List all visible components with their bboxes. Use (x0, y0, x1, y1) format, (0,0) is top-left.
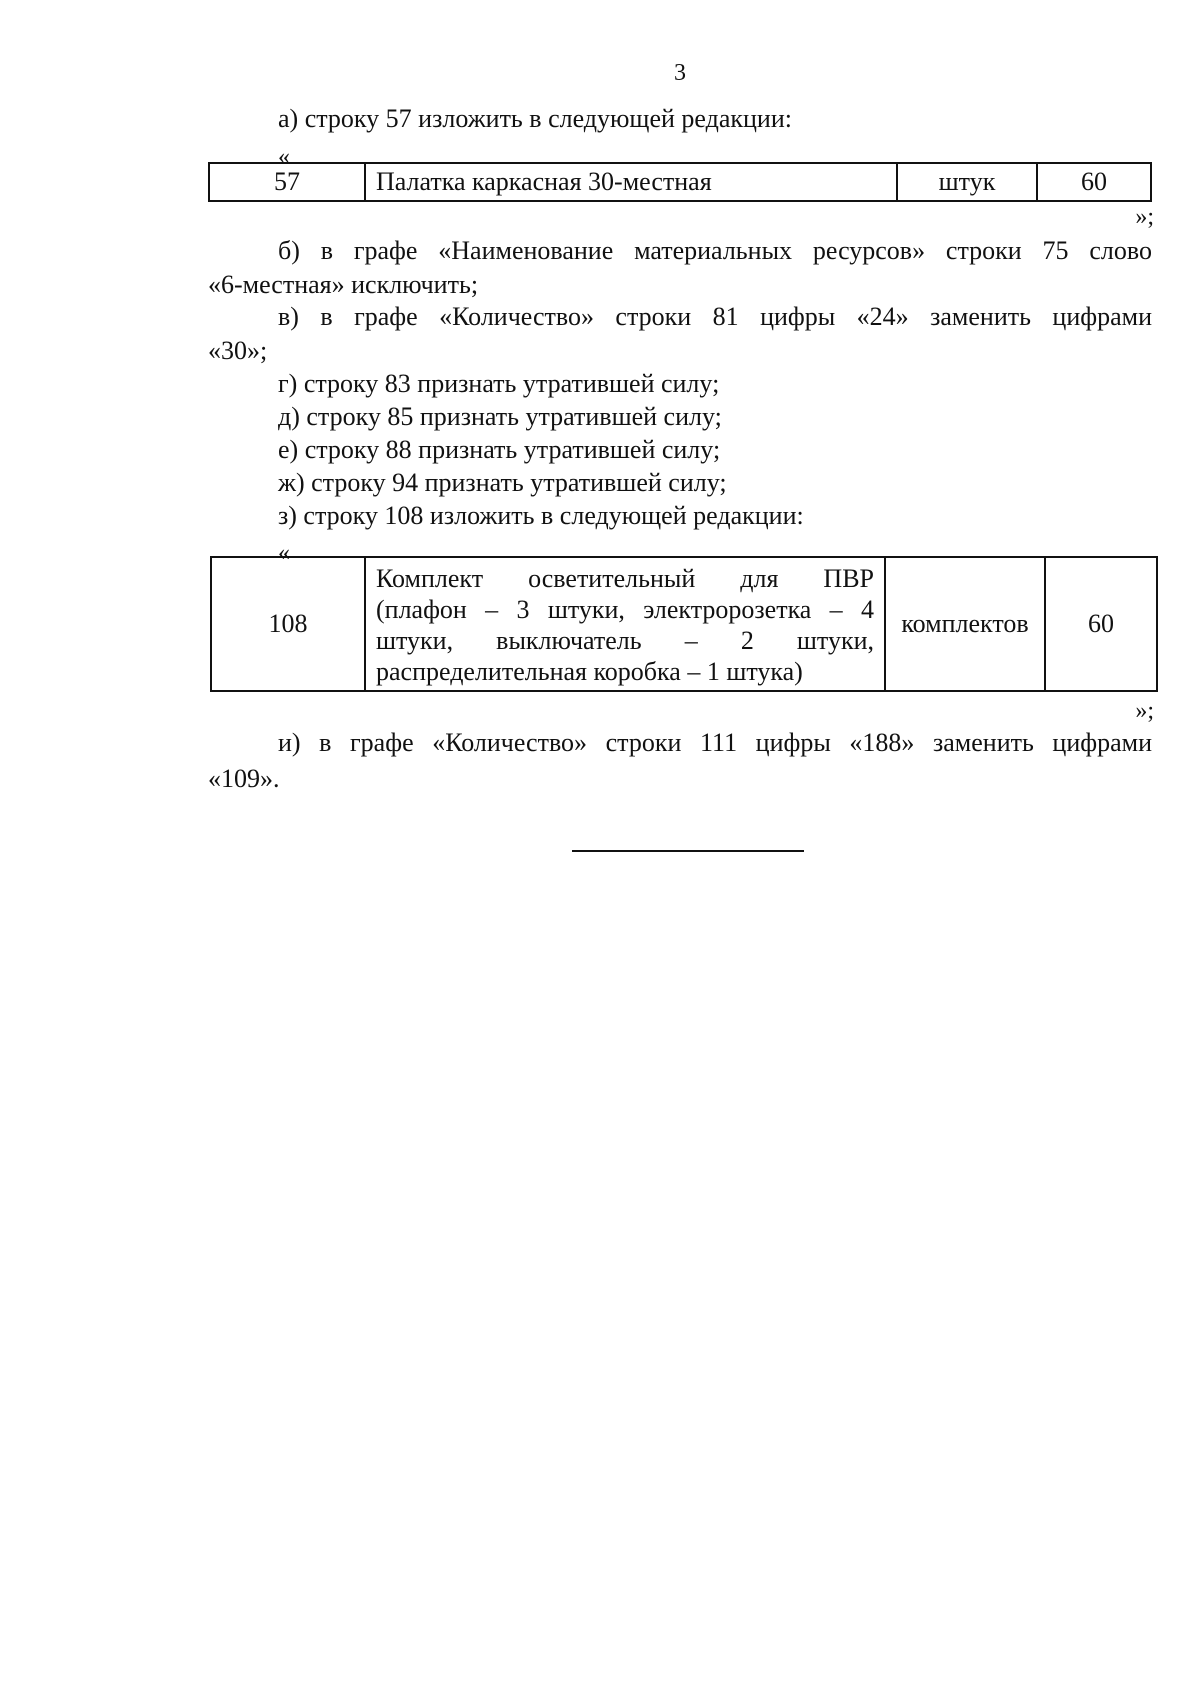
item-i-line1: и) в графе «Количество» строки 111 цифры «188» заменить цифрами (278, 728, 1152, 757)
row-number-cell: 57 (209, 163, 365, 201)
table-row-57 (208, 162, 1152, 202)
close-quote-108: »; (1135, 698, 1154, 724)
item-b-line1: б) в графе «Наименование материальных ресурсов» строки 75 слово (278, 236, 1152, 265)
quantity-cell: 60 (1045, 557, 1157, 691)
name-line: штуки, выключатель – 2 штуки, (376, 626, 874, 655)
item-e: е) строку 88 признать утратившей силу; (278, 435, 721, 464)
table-row (209, 163, 1151, 201)
name-cell (365, 557, 885, 691)
item-b-line2: «6-местная» исключить; (208, 270, 479, 299)
page-number: 3 (674, 60, 686, 86)
quantity-cell: 60 (1037, 163, 1151, 201)
item-z: з) строку 108 изложить в следующей редакции: (278, 501, 804, 530)
end-divider (572, 850, 804, 852)
item-v-line1: в) в графе «Количество» строки 81 цифры «24» заменить цифрами (278, 302, 1152, 331)
item-g: г) строку 83 признать утратившей силу; (278, 369, 720, 398)
name-line: (плафон – 3 штуки, электророзетка – 4 (376, 595, 874, 624)
name-cell: Палатка каркасная 30-местная (365, 163, 897, 201)
open-quote-108: « (278, 540, 290, 566)
item-d: д) строку 85 признать утратившей силу; (278, 402, 722, 431)
item-i-line2: «109». (208, 764, 280, 793)
name-line: распределительная коробка – 1 штука) (376, 657, 803, 686)
unit-cell: штук (897, 163, 1037, 201)
table-row-108 (210, 556, 1158, 692)
item-v-line2: «30»; (208, 336, 268, 365)
open-quote-57: « (278, 144, 290, 170)
item-zh: ж) строку 94 признать утратившей силу; (278, 468, 727, 497)
name-line: Комплект осветительный для ПВР (376, 564, 874, 593)
table-row (211, 557, 1157, 691)
item-a: а) строку 57 изложить в следующей редакции: (278, 104, 792, 133)
close-quote-57: »; (1135, 204, 1154, 230)
unit-cell: комплектов (885, 557, 1045, 691)
row-number-cell: 108 (211, 557, 365, 691)
